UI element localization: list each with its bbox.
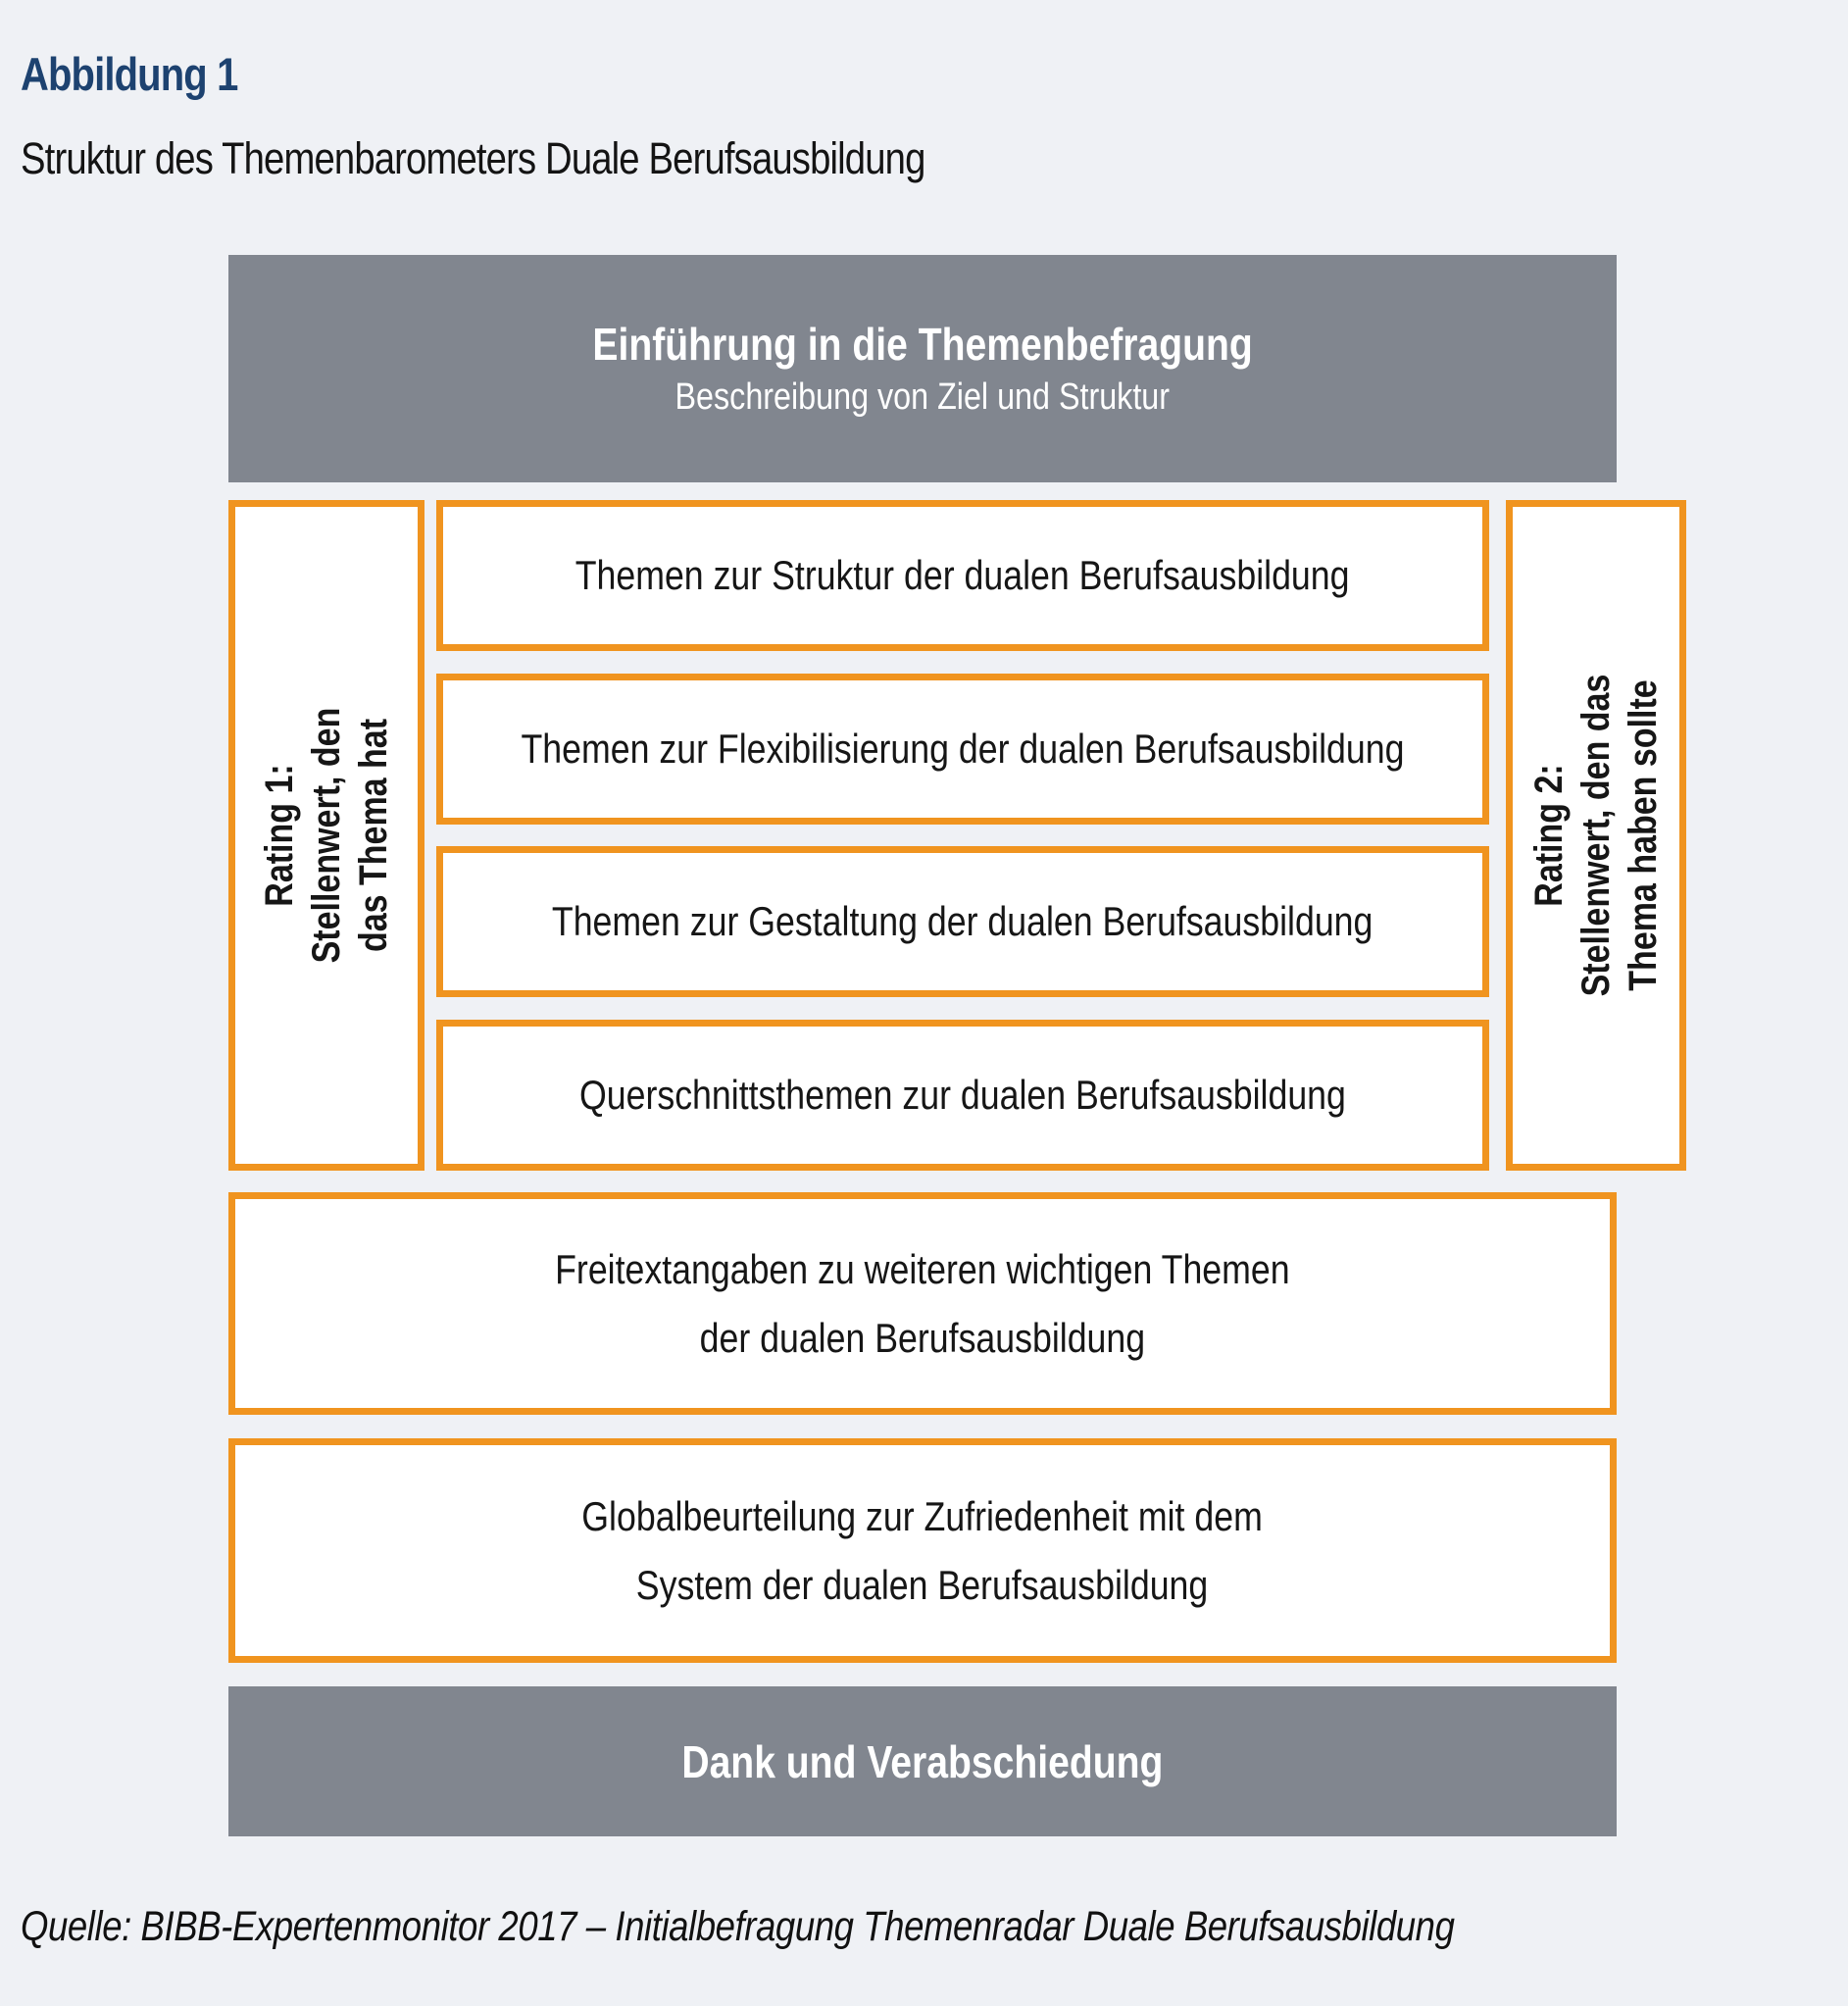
rating-2-box bbox=[1506, 500, 1686, 1171]
rating-2-label bbox=[1525, 675, 1667, 997]
intro-box-title: Einführung in die Themenbefragung bbox=[592, 319, 1253, 370]
rating-1-line-1: Rating 1: bbox=[258, 764, 301, 907]
global-assessment-label bbox=[582, 1482, 1264, 1620]
freetext-line-1: Freitextangaben zu weiteren wichtigen Themen bbox=[555, 1245, 1290, 1292]
figure-label bbox=[21, 47, 276, 101]
rating-2-line-2: Stellenwert, den das bbox=[1573, 674, 1618, 997]
topic-box-querschnitt: Querschnittsthemen zur dualen Berufsausbildung bbox=[436, 1020, 1489, 1171]
rating-1-label bbox=[256, 708, 397, 964]
source-line bbox=[21, 1903, 1708, 1951]
outro-box bbox=[228, 1686, 1617, 1836]
topic-box-gestaltung: Themen zur Gestaltung der dualen Berufsausbildung bbox=[436, 846, 1489, 997]
topic-box-flexibilisierung: Themen zur Flexibilisierung der dualen Berufsausbildung bbox=[436, 674, 1489, 825]
rating-2-line-3: Thema haben sollte bbox=[1621, 679, 1665, 991]
ratings-and-topics-row bbox=[228, 500, 1665, 1171]
global-line-2: System der dualen Berufsausbildung bbox=[636, 1561, 1209, 1608]
rating-1-line-2: Stellenwert, den bbox=[305, 707, 348, 964]
rating-1-line-3: das Thema hat bbox=[352, 718, 395, 953]
global-line-1: Globalbeurteilung zur Zufriedenheit mit dem bbox=[581, 1492, 1264, 1539]
figure-title bbox=[21, 133, 1084, 184]
outro-box-title: Dank und Verabschiedung bbox=[681, 1735, 1164, 1787]
intro-box-subtitle: Beschreibung von Ziel und Struktur bbox=[674, 376, 1171, 418]
topic-box-struktur: Themen zur Struktur der dualen Berufsausbildung bbox=[436, 500, 1489, 651]
freetext-box bbox=[228, 1192, 1617, 1415]
global-assessment-box bbox=[228, 1438, 1617, 1663]
source-text: Quelle: BIBB-Expertenmonitor 2017 – Initialbefragung Themenradar Duale Berufsausbildung bbox=[21, 1903, 1455, 1950]
rating-2-line-1: Rating 2: bbox=[1526, 764, 1571, 907]
freetext-line-2: der dualen Berufsausbildung bbox=[699, 1314, 1146, 1361]
freetext-box-label bbox=[555, 1235, 1289, 1373]
structure-diagram bbox=[228, 255, 1665, 1836]
intro-box bbox=[228, 255, 1617, 482]
figure-title-text: Struktur des Themenbarometers Duale Berufsausbildung bbox=[21, 133, 925, 183]
rating-1-box bbox=[228, 500, 425, 1171]
topic-boxes-column bbox=[436, 500, 1489, 1171]
figure-label-text: Abbildung 1 bbox=[21, 48, 238, 100]
